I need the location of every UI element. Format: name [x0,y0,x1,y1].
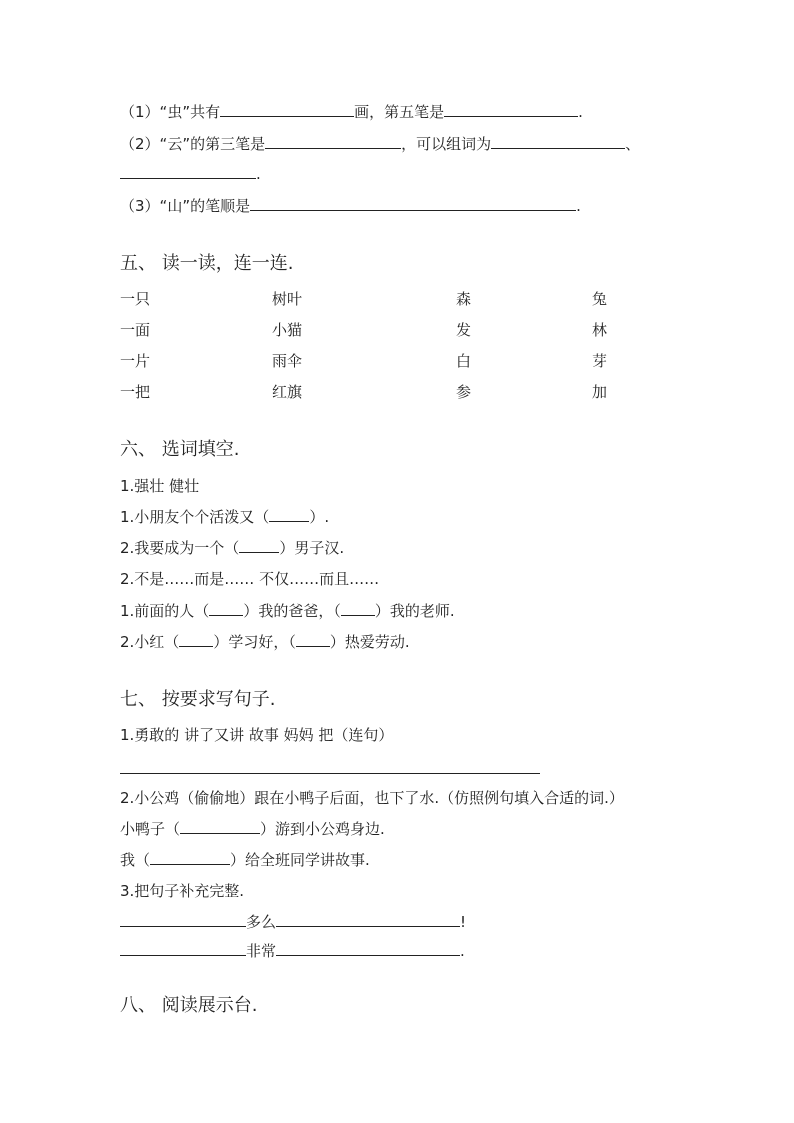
match-item[interactable]: 红旗 [272,383,303,401]
q4-3-line: （3）“山”的笔顺是 . [120,197,581,215]
answer-blank[interactable] [120,912,246,927]
match-item[interactable]: 加 [592,383,608,401]
q7-2-prompt: 2.小公鸡（偷偷地）跟在小鸭子后面，也下了水.（仿照例句填入合适的词.） [120,789,624,807]
q4-2-line: （2）“云”的第三笔是 ，可以组词为 、 [120,135,641,153]
match-item[interactable]: 一片 [120,352,151,370]
section-7-heading: 七、 按要求写句子. [120,689,276,710]
section-6-heading: 六、 选词填空. [120,439,240,460]
match-item[interactable]: 发 [456,321,472,339]
answer-blank[interactable] [276,941,460,956]
answer-blank[interactable] [265,134,401,149]
q7-3-prompt: 3.把句子补充完整. [120,882,245,900]
q6-2-2-line: 2.小红（ ）学习好，（ ）热爱劳动. [120,633,410,651]
answer-blank[interactable] [239,538,279,553]
match-item[interactable]: 参 [456,383,472,401]
match-item[interactable]: 雨伞 [272,352,303,370]
match-item[interactable]: 白 [456,352,472,370]
match-item[interactable]: 树叶 [272,290,303,308]
section-8-heading: 八、 阅读展示台. [120,995,258,1016]
match-item[interactable]: 一面 [120,321,151,339]
answer-blank[interactable] [179,632,213,647]
answer-blank[interactable] [220,102,354,117]
answer-line[interactable] [120,773,540,774]
match-item[interactable]: 森 [456,290,472,308]
q6-2-1-line: 1.前面的人（ ）我的爸爸，（ ）我的老师. [120,602,455,620]
q7-2-2-line: 我（ ）给全班同学讲故事. [120,851,370,869]
answer-blank[interactable] [120,941,246,956]
q6-1-2-line: 2.我要成为一个（ ）男子汉. [120,539,345,557]
answer-blank[interactable] [269,507,309,522]
match-item[interactable]: 小猫 [272,321,303,339]
match-item[interactable]: 一把 [120,383,151,401]
answer-blank[interactable] [296,632,330,647]
section-5-heading: 五、 读一读，连一连. [120,253,294,274]
q6-1-1-line: 1.小朋友个个活泼又（ ）. [120,508,330,526]
answer-blank[interactable] [120,164,256,179]
answer-blank[interactable] [250,196,576,211]
answer-blank[interactable] [341,601,375,616]
q7-2-1-line: 小鸭子（ ）游到小公鸡身边. [120,820,385,838]
answer-blank[interactable] [491,134,625,149]
answer-blank[interactable] [276,912,460,927]
q4-1-line: （1）“虫”共有 画，第五笔是 . [120,103,583,121]
match-item[interactable]: 芽 [592,352,608,370]
q7-3-1-line: 多么 ! [120,912,466,932]
q7-3-2-line: 非常 . [120,941,465,961]
q7-1-prompt: 1.勇敢的 讲了又讲 故事 妈妈 把（连句） [120,726,394,744]
q4-2-line-cont: . [120,164,261,184]
match-item[interactable]: 兔 [592,290,608,308]
match-item[interactable]: 林 [592,321,608,339]
answer-blank[interactable] [209,601,243,616]
answer-blank[interactable] [444,102,578,117]
answer-blank[interactable] [180,819,260,834]
word-choices-2: 2.不是……而是…… 不仅……而且…… [120,570,380,588]
answer-blank[interactable] [150,850,230,865]
match-item[interactable]: 一只 [120,290,151,308]
word-choices-1: 1.强壮 健壮 [120,477,200,495]
